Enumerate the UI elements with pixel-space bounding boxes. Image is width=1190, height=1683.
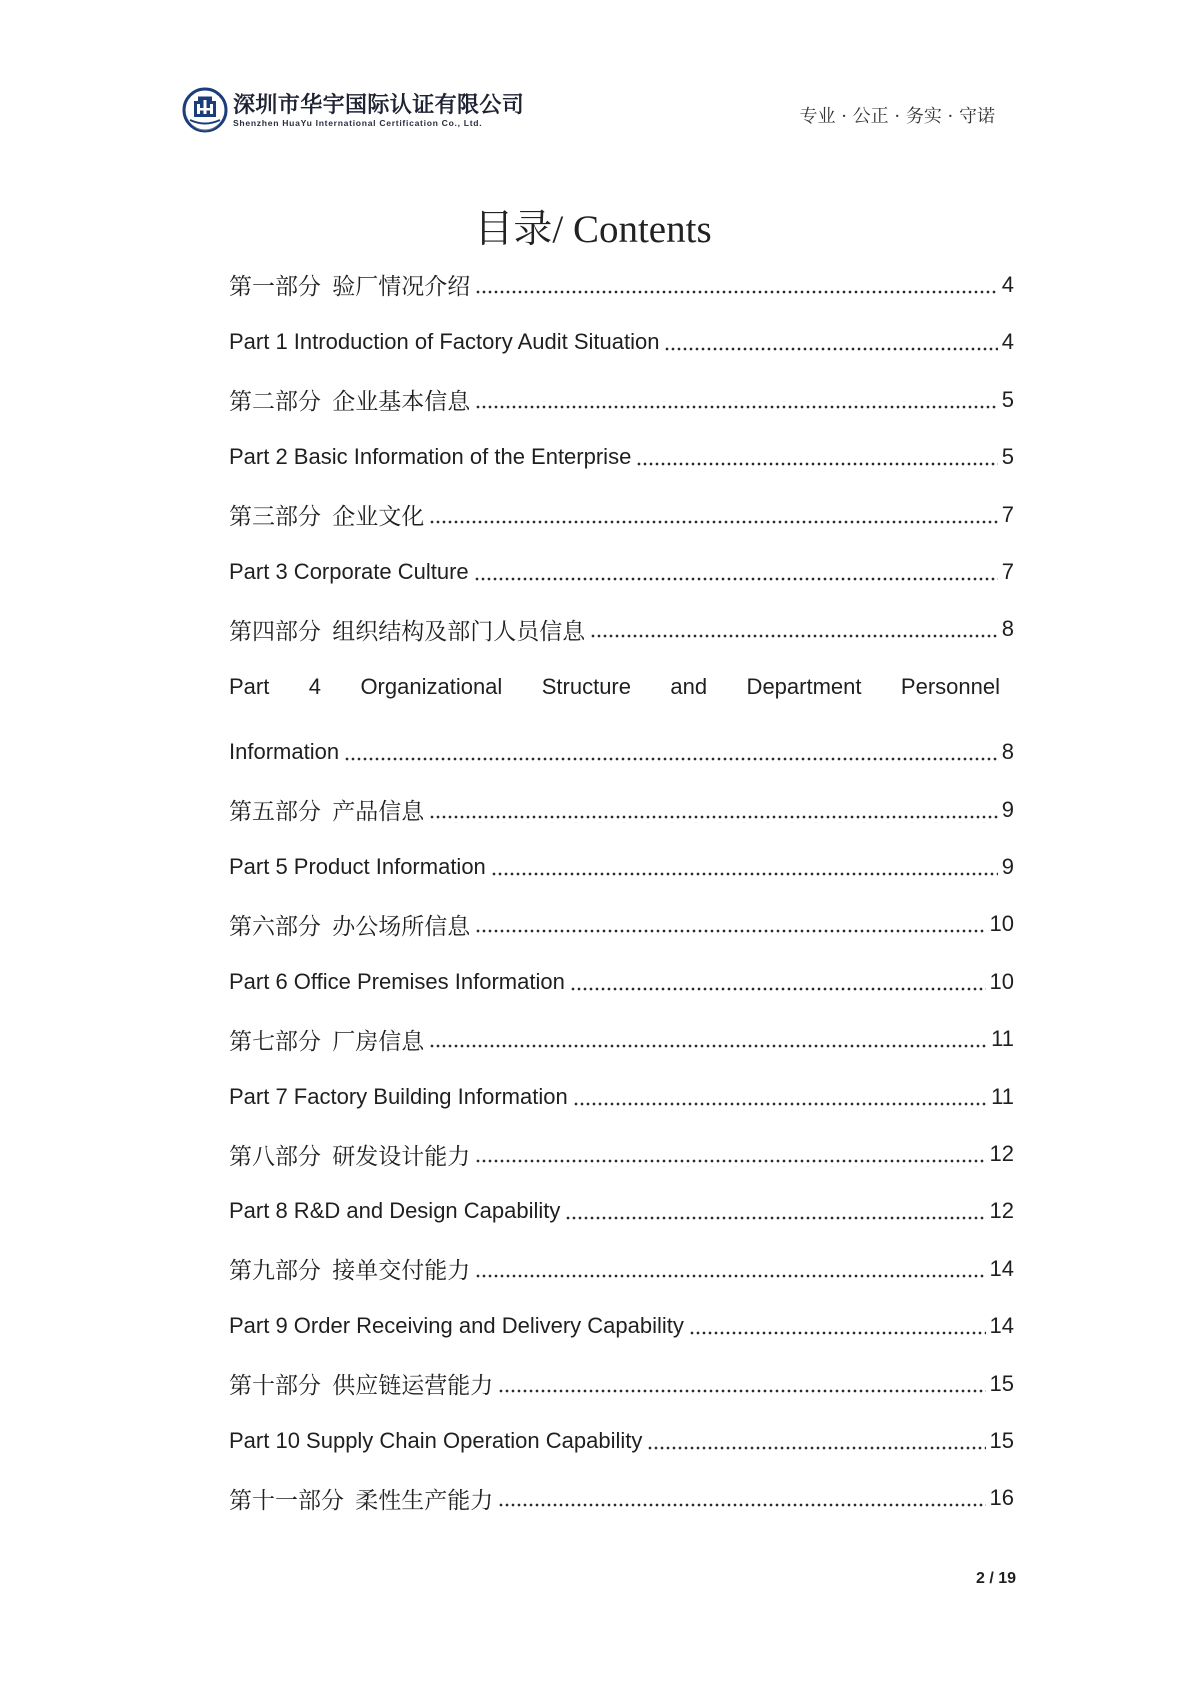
toc-entry-page: 11: [991, 1083, 1014, 1109]
toc-entry: [229, 486, 1014, 543]
toc-entry-title: 第九部分 接单交付能力: [229, 1258, 471, 1285]
dot-leader: [474, 577, 998, 581]
dot-leader: [565, 1216, 985, 1220]
toc-entry: [229, 428, 1014, 485]
toc-entry: [229, 371, 1014, 428]
toc-entry: [229, 1355, 1014, 1412]
toc-entry: [229, 314, 1014, 371]
toc-entry-title: 第四部分 组织结构及部门人员信息: [229, 618, 586, 645]
toc-entry: [229, 953, 1014, 1010]
toc-entry-page: 15: [989, 1428, 1014, 1453]
toc-entry: [229, 256, 1014, 313]
toc-entry: [229, 1183, 1014, 1240]
toc-entry: [229, 658, 1014, 781]
toc-entry-title: 第六部分 办公场所信息: [229, 913, 471, 940]
toc-entry: [229, 1068, 1014, 1125]
dot-leader: [475, 1159, 985, 1163]
toc-entry-title: Part 10 Supply Chain Operation Capability: [229, 1428, 643, 1453]
toc-entry-page: 14: [989, 1255, 1014, 1281]
toc-entry: [229, 1011, 1014, 1068]
toc-entry-page: 7: [1001, 501, 1014, 527]
dot-leader: [573, 1102, 987, 1106]
toc-entry-page: 12: [989, 1141, 1014, 1167]
dot-leader: [475, 1274, 985, 1278]
dot-leader: [498, 1389, 985, 1393]
toc-entry-title: Part 1 Introduction of Factory Audit Situation: [229, 329, 660, 355]
dot-leader: [590, 634, 997, 638]
toc-entry-title: Part 8 R&D and Design Capability: [229, 1198, 561, 1224]
toc-entry-page: 15: [989, 1370, 1014, 1396]
toc-entry: [229, 1298, 1014, 1355]
toc-entry: [229, 601, 1014, 658]
toc-entry-page: 14: [989, 1313, 1014, 1339]
table-of-contents: [229, 256, 1014, 1527]
toc-entry-page: 4: [1001, 271, 1014, 297]
toc-entry-page: 7: [1001, 558, 1014, 584]
dot-leader: [344, 757, 998, 761]
toc-entry-page: 16: [989, 1485, 1014, 1511]
toc-entry: [229, 896, 1014, 953]
dot-leader: [647, 1446, 985, 1450]
toc-entry-page: 12: [989, 1198, 1014, 1224]
toc-entry-title: Part 3 Corporate Culture: [229, 558, 469, 584]
slogan: 专业 · 公正 · 务实 · 守诺: [799, 106, 995, 127]
dot-leader: [636, 462, 997, 466]
toc-entry: [229, 781, 1014, 838]
toc-entry: [229, 838, 1014, 895]
toc-entry-page: 11: [991, 1026, 1014, 1052]
company-name-en: Shenzhen HuaYu International Certification Co., Ltd.: [233, 118, 483, 128]
toc-entry-title: Part 9 Order Receiving and Delivery Capability: [229, 1313, 684, 1339]
dot-leader: [498, 1503, 985, 1507]
toc-entry: [229, 1240, 1014, 1297]
toc-entry-title: 第一部分 验厂情况介绍: [229, 274, 471, 301]
toc-entry-title: 第二部分 企业基本信息: [229, 389, 471, 416]
toc-entry: [229, 1125, 1014, 1182]
toc-entry-page: 5: [1001, 444, 1014, 470]
dot-leader: [664, 347, 997, 351]
toc-entry-page: 5: [1001, 386, 1014, 412]
toc-entry-page: 9: [1001, 796, 1014, 822]
toc-entry-title-line2: Information: [229, 739, 340, 765]
toc-entry-title: Part 7 Factory Building Information: [229, 1083, 568, 1109]
dot-leader: [429, 1044, 987, 1048]
dot-leader: [475, 290, 997, 294]
page-number: 2 / 19: [975, 1570, 1016, 1587]
toc-entry-line2: [229, 715, 1014, 781]
toc-entry-page: 8: [1001, 616, 1014, 642]
dot-leader: [429, 815, 997, 819]
dot-leader: [475, 405, 997, 409]
company-name: 深圳市华宇国际认证有限公司: [233, 92, 525, 117]
toc-entry-title: Part 6 Office Premises Information: [229, 968, 565, 994]
toc-entry-page: 8: [1001, 739, 1014, 765]
toc-entry: [229, 1470, 1014, 1527]
toc-entry-title: 第十一部分 柔性生产能力: [229, 1487, 494, 1514]
toc-entry-title: 第三部分 企业文化: [229, 504, 425, 531]
toc-title: 目录/ Contents: [474, 208, 712, 251]
toc-entry-title: 第五部分 产品信息: [229, 799, 425, 826]
toc-entry-title: Part 5 Product Information: [229, 854, 486, 880]
toc-entry-title-line1: Part 4 Organizational Structure and Department Personnel: [229, 674, 1000, 700]
toc-entry: [229, 543, 1014, 600]
toc-entry-page: 10: [989, 911, 1014, 937]
company-logo-icon: [182, 87, 228, 133]
dot-leader: [689, 1331, 986, 1335]
toc-entry-title: 第十部分 供应链运营能力: [229, 1373, 494, 1400]
toc-entry: [229, 1412, 1014, 1469]
dot-leader: [475, 929, 985, 933]
toc-entry-page: 10: [989, 968, 1014, 994]
toc-entry-title: 第八部分 研发设计能力: [229, 1143, 471, 1170]
dot-leader: [570, 987, 986, 991]
dot-leader: [429, 520, 997, 524]
dot-leader: [491, 872, 998, 876]
toc-entry-page: 9: [1001, 854, 1014, 880]
toc-entry-title: Part 2 Basic Information of the Enterprise: [229, 444, 632, 470]
toc-entry-title: 第七部分 厂房信息: [229, 1028, 425, 1055]
toc-entry-page: 4: [1001, 329, 1014, 355]
